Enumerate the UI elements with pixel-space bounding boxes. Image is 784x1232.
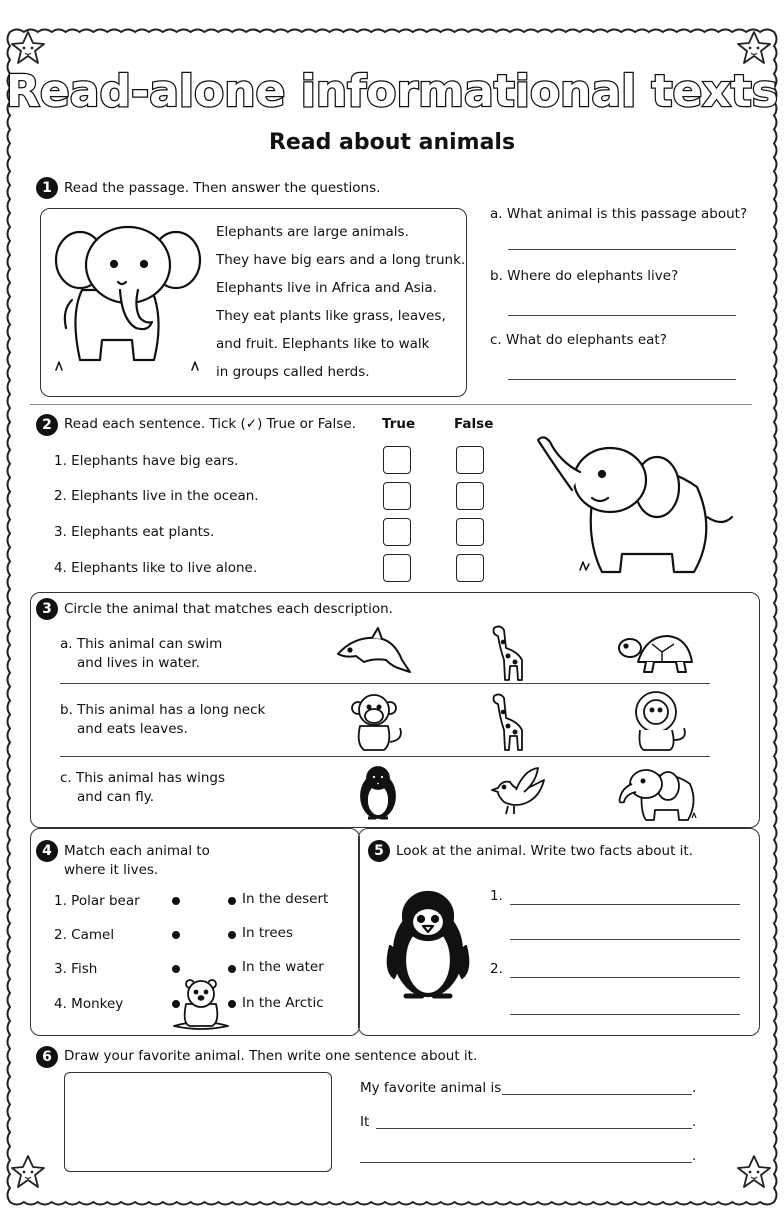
passage-line: Elephants are large animals. xyxy=(216,224,409,240)
false-checkbox[interactable] xyxy=(456,518,484,546)
section4-instruction: where it lives. xyxy=(64,862,159,878)
true-checkbox[interactable] xyxy=(383,518,411,546)
section1-instruction: Read the passage. Then answer the questions. xyxy=(64,180,381,196)
giraffe-icon[interactable] xyxy=(488,624,530,682)
false-checkbox[interactable] xyxy=(456,554,484,582)
false-checkbox[interactable] xyxy=(456,482,484,510)
page-title: Read-alone informational texts xyxy=(6,66,778,117)
passage-line: and fruit. Elephants like to walk xyxy=(216,336,430,352)
section-number: 2 xyxy=(36,414,58,436)
match-dot[interactable] xyxy=(172,897,180,905)
description-line: a. This animal can swim xyxy=(60,636,223,652)
tf-sentence: 2. Elephants live in the ocean. xyxy=(54,488,259,504)
fact-line[interactable] xyxy=(510,1014,740,1015)
period: . xyxy=(692,1080,697,1096)
fact-line[interactable] xyxy=(510,939,740,940)
fact-line[interactable] xyxy=(510,977,740,978)
fact-line[interactable] xyxy=(510,904,740,905)
match-dot[interactable] xyxy=(228,897,236,905)
tf-sentence: 1. Elephants have big ears. xyxy=(54,453,239,469)
star-icon xyxy=(12,1156,44,1187)
sentence-line[interactable] xyxy=(376,1128,692,1129)
elephant-icon xyxy=(532,432,742,582)
polar-bear-icon xyxy=(172,976,230,1032)
match-animal: 4. Monkey xyxy=(54,996,124,1012)
fact-label: 1. xyxy=(490,888,503,904)
sentence-line[interactable] xyxy=(502,1094,692,1095)
section-number: 4 xyxy=(36,840,58,862)
question-b: b. Where do elephants live? xyxy=(490,268,679,284)
true-checkbox[interactable] xyxy=(383,446,411,474)
bird-icon[interactable] xyxy=(488,766,548,818)
match-place: In the desert xyxy=(242,891,329,907)
section5-instruction: Look at the animal. Write two facts about it. xyxy=(396,843,694,859)
passage-text xyxy=(216,218,465,386)
it-prompt: It xyxy=(360,1114,370,1130)
penguin-icon[interactable] xyxy=(356,764,400,822)
passage-line: They have big ears and a long trunk. xyxy=(216,252,466,268)
row-divider xyxy=(60,683,710,684)
question-a: a. What animal is this passage about? xyxy=(490,206,748,222)
period: . xyxy=(692,1114,697,1130)
section-number: 6 xyxy=(36,1046,58,1068)
star-icon xyxy=(12,32,44,63)
description-line: and can fly. xyxy=(77,789,155,805)
true-checkbox[interactable] xyxy=(383,482,411,510)
passage-line: Elephants live in Africa and Asia. xyxy=(216,280,437,296)
dolphin-icon[interactable] xyxy=(334,626,410,680)
period: . xyxy=(692,1148,697,1164)
favorite-prompt: My favorite animal is xyxy=(360,1080,502,1096)
section-divider xyxy=(30,404,752,405)
section2-instruction: Read each sentence. Tick (✓) True or False. xyxy=(64,416,356,432)
description-line: and eats leaves. xyxy=(77,721,188,737)
penguin-icon xyxy=(384,886,472,1004)
description-line: c. This animal has wings xyxy=(60,770,226,786)
sentence-line[interactable] xyxy=(360,1162,692,1163)
match-place: In the Arctic xyxy=(242,995,324,1011)
turtle-icon[interactable] xyxy=(616,628,696,678)
elephant-icon xyxy=(52,220,202,380)
section-number: 1 xyxy=(36,177,58,199)
match-dot[interactable] xyxy=(228,931,236,939)
drawing-box[interactable] xyxy=(64,1072,332,1172)
answer-line[interactable] xyxy=(508,379,736,380)
match-place: In the water xyxy=(242,959,324,975)
section6-instruction: Draw your favorite animal. Then write one sentence about it. xyxy=(64,1048,478,1064)
match-dot[interactable] xyxy=(172,965,180,973)
match-dot[interactable] xyxy=(172,931,180,939)
match-place: In trees xyxy=(242,925,294,941)
lion-icon[interactable] xyxy=(630,690,690,752)
giraffe-icon[interactable] xyxy=(488,692,530,752)
fact-label: 2. xyxy=(490,961,503,977)
answer-line[interactable] xyxy=(508,249,736,250)
tf-sentence: 4. Elephants like to live alone. xyxy=(54,560,258,576)
row-divider xyxy=(60,756,710,757)
page-subtitle: Read about animals xyxy=(268,130,516,155)
star-icon xyxy=(738,32,770,63)
tf-sentence: 3. Elephants eat plants. xyxy=(54,524,215,540)
false-checkbox[interactable] xyxy=(456,446,484,474)
star-icon xyxy=(738,1156,770,1187)
passage-line: They eat plants like grass, leaves, xyxy=(216,308,446,324)
monkey-icon[interactable] xyxy=(350,692,406,752)
match-animal: 2. Camel xyxy=(54,927,115,943)
answer-line[interactable] xyxy=(508,315,736,316)
match-dot[interactable] xyxy=(228,965,236,973)
question-c: c. What do elephants eat? xyxy=(490,332,667,348)
false-header: False xyxy=(454,416,494,432)
match-animal: 3. Fish xyxy=(54,961,98,977)
section4-instruction: Match each animal to xyxy=(64,843,210,859)
passage-line: in groups called herds. xyxy=(216,364,370,380)
section3-instruction: Circle the animal that matches each description. xyxy=(64,601,393,617)
true-checkbox[interactable] xyxy=(383,554,411,582)
description-line: b. This animal has a long neck xyxy=(60,702,266,718)
description-line: and lives in water. xyxy=(77,655,200,671)
section-number: 5 xyxy=(368,840,390,862)
section-number: 3 xyxy=(36,598,58,620)
true-header: True xyxy=(382,416,416,432)
elephant-icon[interactable] xyxy=(616,762,702,824)
match-animal: 1. Polar bear xyxy=(54,893,140,909)
